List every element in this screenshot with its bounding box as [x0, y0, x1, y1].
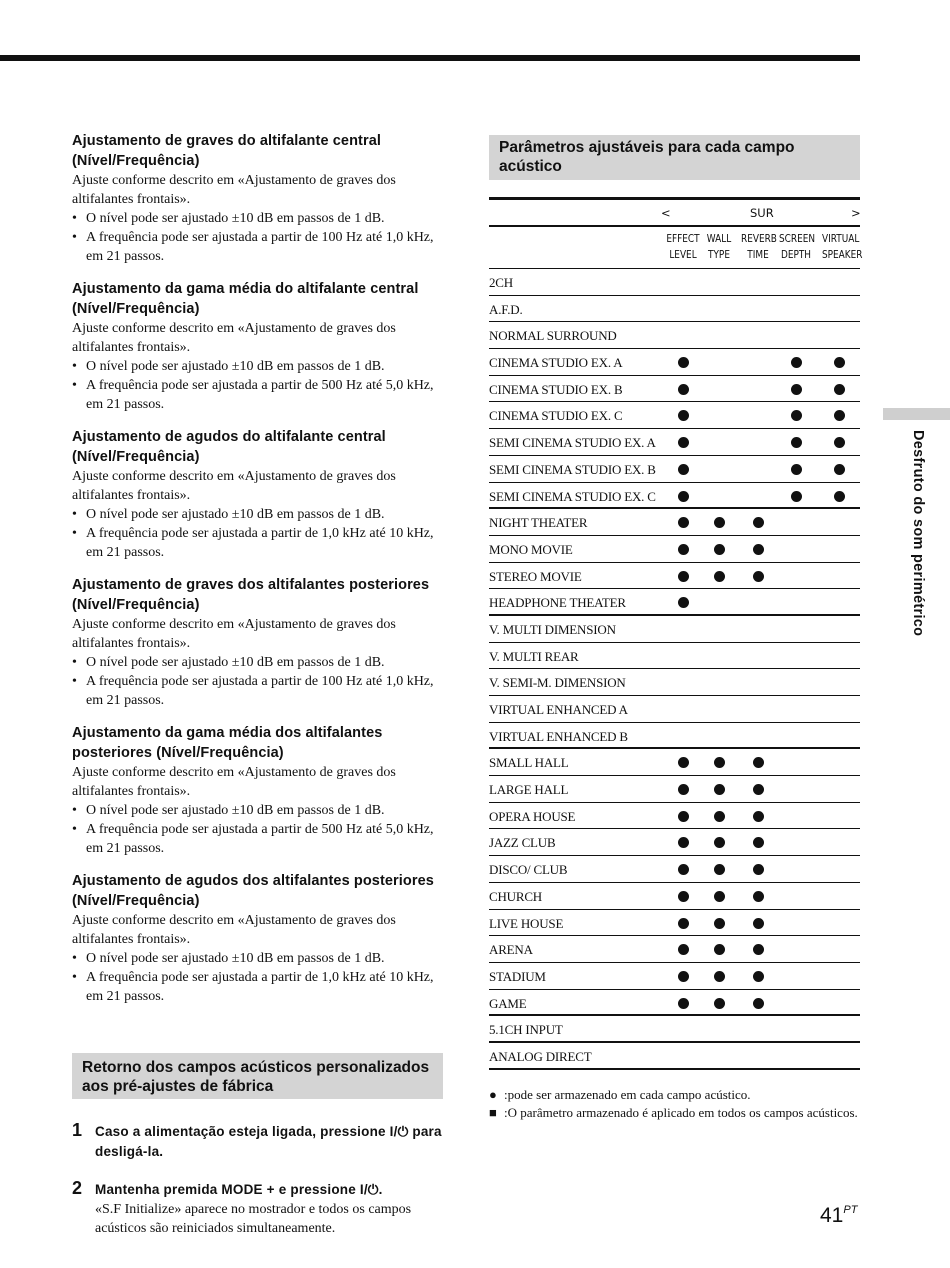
column-header-line1: SCREEN [779, 233, 816, 245]
sound-field-name: STADIUM [489, 968, 546, 984]
sound-field-name: JAZZ CLUB [489, 835, 556, 851]
step-2 [72, 1180, 444, 1238]
bullet-item: • A frequência pode ser ajustada a partir de 100 Hz até 1,0 kHz, em 21 passos. [72, 228, 444, 266]
table-header-rule [489, 225, 860, 227]
table-row [489, 563, 860, 590]
adjustable-dot [714, 837, 725, 848]
table-row [489, 803, 860, 830]
sound-field-name: ANALOG DIRECT [489, 1048, 592, 1064]
adjustable-dot [753, 918, 764, 929]
column-header [666, 231, 700, 263]
adjustable-dot [791, 491, 802, 502]
sur-header [489, 204, 860, 222]
adjustable-dot [834, 437, 845, 448]
section-title: Ajustamento da gama média dos altifalantes posteriores (Nível/Frequência) [72, 725, 383, 761]
adjustable-dot [678, 891, 689, 902]
sound-field-name: VIRTUAL ENHANCED B [489, 728, 628, 744]
column-header-line1: WALL [706, 233, 732, 245]
adjustable-dot [714, 998, 725, 1009]
sound-field-name: 5.1CH INPUT [489, 1022, 563, 1038]
sur-right-bracket: > [851, 206, 861, 220]
table-row [489, 429, 860, 456]
column-header [822, 231, 863, 263]
adjustable-dot [753, 891, 764, 902]
table-row [489, 376, 860, 403]
adjustment-section [72, 132, 444, 266]
adjustable-dot [678, 544, 689, 555]
sound-field-name: CINEMA STUDIO EX. B [489, 381, 623, 397]
adjustable-dot [834, 357, 845, 368]
adjustable-dot [678, 597, 689, 608]
step-number: 1 [72, 1120, 83, 1140]
adjustable-dot [791, 410, 802, 421]
column-header-line1: EFFECT [666, 233, 700, 245]
table-row [489, 883, 860, 910]
sound-field-name: STEREO MOVIE [489, 568, 582, 584]
legend-item-square [489, 1104, 860, 1122]
sound-field-name: SEMI CINEMA STUDIO EX. B [489, 461, 656, 477]
table-row [489, 990, 860, 1017]
square-icon: ■ [489, 1105, 497, 1120]
adjustable-dot [678, 437, 689, 448]
sound-field-name: SEMI CINEMA STUDIO EX. A [489, 435, 656, 451]
adjustable-dot [678, 971, 689, 982]
table-row [489, 856, 860, 883]
sound-field-name: DISCO/ CLUB [489, 862, 568, 878]
dot-icon: ● [489, 1087, 497, 1102]
bullet-item: • O nível pode ser ajustado ±10 dB em passos de 1 dB. [72, 653, 444, 672]
adjustable-dot [791, 437, 802, 448]
table-row [489, 509, 860, 536]
adjustable-dot [753, 837, 764, 848]
section-body: Ajuste conforme descrito em «Ajustamento de graves dos altifalantes frontais». [72, 321, 396, 355]
table-row [489, 936, 860, 963]
side-section-label: Desfruto do som perimétrico [910, 430, 926, 637]
adjustable-dot [678, 571, 689, 582]
adjustable-dot [678, 918, 689, 929]
column-header-line2: TYPE [708, 249, 730, 261]
table-row [489, 643, 860, 670]
adjustable-dot [678, 410, 689, 421]
sound-field-name: OPERA HOUSE [489, 808, 576, 824]
adjustable-dot [678, 384, 689, 395]
bullet-item: • O nível pode ser ajustado ±10 dB em passos de 1 dB. [72, 357, 444, 376]
table-row [489, 696, 860, 723]
adjustable-dot [753, 944, 764, 955]
page-number [820, 1204, 857, 1228]
top-rule [0, 55, 860, 61]
adjustable-dot [753, 811, 764, 822]
adjustable-dot [753, 517, 764, 528]
table-row [489, 269, 860, 296]
table-row [489, 402, 860, 429]
bullet-item: • O nível pode ser ajustado ±10 dB em passos de 1 dB. [72, 505, 444, 524]
left-column [72, 132, 444, 1020]
legend [489, 1086, 860, 1122]
adjustable-dot [678, 944, 689, 955]
column-header-line2: DEPTH [780, 249, 812, 261]
sound-field-name: A.F.D. [489, 301, 523, 317]
adjustable-dot [753, 864, 764, 875]
sound-field-name: 2CH [489, 275, 513, 290]
bullet-item: • O nível pode ser ajustado ±10 dB em passos de 1 dB. [72, 801, 444, 820]
step-note: «S.F Initialize» aparece no mostrador e todos os campos acústicos são reiniciados simultaneamente. [95, 1202, 412, 1236]
adjustable-dot [834, 410, 845, 421]
adjustable-dot [834, 464, 845, 475]
adjustable-dot [753, 971, 764, 982]
bullet-item: • O nível pode ser ajustado ±10 dB em passos de 1 dB. [72, 949, 444, 968]
table-row [489, 910, 860, 937]
table-row [489, 723, 860, 750]
adjustable-dot [753, 757, 764, 768]
bullet-item: • A frequência pode ser ajustada a partir de 1,0 kHz até 10 kHz, em 21 passos. [72, 968, 444, 1006]
params-heading: Parâmetros ajustáveis para cada campo acústico [499, 139, 795, 175]
table-row [489, 296, 860, 323]
table-row [489, 349, 860, 376]
sound-field-name: NIGHT THEATER [489, 515, 588, 531]
column-header [702, 231, 736, 263]
step-instruction: Caso a alimentação esteja ligada, pressione I/⏻ para desligá-la. [95, 1124, 442, 1159]
sound-field-name: LARGE HALL [489, 782, 569, 798]
adjustable-dot [678, 517, 689, 528]
sound-field-name: CHURCH [489, 888, 542, 904]
sound-field-name: V. MULTI REAR [489, 648, 579, 664]
adjustable-dot [714, 784, 725, 795]
sound-field-name: V. SEMI-M. DIMENSION [489, 675, 626, 691]
sound-field-name: VIRTUAL ENHANCED A [489, 702, 628, 717]
table-row [489, 669, 860, 696]
step-1 [72, 1122, 444, 1162]
section-title: Ajustamento de graves dos altifalantes posteriores (Nível/Frequência) [72, 577, 430, 613]
sound-field-name: LIVE HOUSE [489, 915, 564, 931]
section-title: Ajustamento de agudos dos altifalantes posteriores (Nível/Frequência) [72, 873, 434, 909]
section-body: Ajuste conforme descrito em «Ajustamento de graves dos altifalantes frontais». [72, 173, 396, 207]
page-number-value: 41 [820, 1204, 844, 1227]
section-title: Ajustamento de agudos do altifalante central (Nível/Frequência) [72, 429, 386, 465]
section-body: Ajuste conforme descrito em «Ajustamento de graves dos altifalantes frontais». [72, 617, 396, 651]
adjustable-dot [753, 571, 764, 582]
column-header-line2: LEVEL [669, 249, 697, 261]
adjustable-dot [678, 784, 689, 795]
table-top-rule [489, 197, 860, 200]
reset-heading-box [72, 1053, 443, 1099]
sur-label: SUR [750, 206, 774, 220]
side-tab-marker [883, 408, 950, 420]
adjustable-dot [678, 864, 689, 875]
adjustable-dot [714, 971, 725, 982]
sound-field-name: HEADPHONE THEATER [489, 595, 626, 611]
sound-field-name: SMALL HALL [489, 755, 569, 771]
params-heading-box [489, 135, 860, 180]
legend-text: :pode ser armazenado em cada campo acústico. [504, 1087, 751, 1102]
section-body: Ajuste conforme descrito em «Ajustamento de graves dos altifalantes frontais». [72, 765, 396, 799]
adjustable-dot [714, 891, 725, 902]
adjustable-dot [678, 491, 689, 502]
adjustable-dot [834, 384, 845, 395]
adjustment-section [72, 280, 444, 414]
sound-field-name: ARENA [489, 942, 533, 958]
adjustable-dot [678, 357, 689, 368]
column-header-line1: REVERB [741, 233, 777, 245]
adjustable-dot [753, 784, 764, 795]
adjustable-dot [714, 517, 725, 528]
table-row [489, 963, 860, 990]
adjustment-section [72, 872, 444, 1006]
column-header-line2: TIME [747, 249, 769, 261]
table-row [489, 616, 860, 643]
step-instruction: Mantenha premida MODE + e pressione I/⏻. [95, 1182, 383, 1197]
section-title: Ajustamento de graves do altifalante central (Nível/Frequência) [72, 133, 381, 169]
column-header-line2: SPEAKER [822, 249, 863, 261]
bullet-item: • O nível pode ser ajustado ±10 dB em passos de 1 dB. [72, 209, 444, 228]
bullet-item: • A frequência pode ser ajustada a partir de 500 Hz até 5,0 kHz, em 21 passos. [72, 376, 444, 414]
column-header [779, 231, 816, 263]
column-header-line1: VIRTUAL [822, 233, 860, 245]
bullet-item: • A frequência pode ser ajustada a partir de 100 Hz até 1,0 kHz, em 21 passos. [72, 672, 444, 710]
adjustable-dot [753, 544, 764, 555]
sound-field-name: SEMI CINEMA STUDIO EX. C [489, 488, 656, 504]
table-row [489, 589, 860, 616]
bullet-item: • A frequência pode ser ajustada a partir de 1,0 kHz até 10 kHz, em 21 passos. [72, 524, 444, 562]
table-row [489, 536, 860, 563]
adjustable-dot [791, 357, 802, 368]
adjustable-dot [678, 811, 689, 822]
adjustable-dot [714, 864, 725, 875]
section-body: Ajuste conforme descrito em «Ajustamento de graves dos altifalantes frontais». [72, 469, 396, 503]
adjustable-dot [678, 998, 689, 1009]
adjustment-section [72, 576, 444, 710]
adjustable-dot [678, 464, 689, 475]
table-row [489, 322, 860, 349]
adjustable-dot [714, 757, 725, 768]
table-row [489, 829, 860, 856]
adjustable-dot [834, 491, 845, 502]
adjustable-dot [714, 944, 725, 955]
adjustable-dot [714, 918, 725, 929]
adjustable-dot [791, 384, 802, 395]
section-body: Ajuste conforme descrito em «Ajustamento de graves dos altifalantes frontais». [72, 913, 396, 947]
sur-left-bracket: < [661, 206, 671, 220]
adjustable-dot [714, 571, 725, 582]
adjustment-section [72, 724, 444, 858]
adjustable-dot [714, 811, 725, 822]
sound-field-name: NORMAL SURROUND [489, 328, 617, 344]
table-row [489, 1043, 860, 1070]
legend-text: :O parâmetro armazenado é aplicado em todos os campos acústicos. [504, 1105, 858, 1120]
adjustable-dot [678, 837, 689, 848]
column-header [741, 231, 775, 263]
adjustable-dot [753, 998, 764, 1009]
table-row [489, 456, 860, 483]
sound-field-name: CINEMA STUDIO EX. A [489, 355, 623, 371]
bullet-item: • A frequência pode ser ajustada a partir de 500 Hz até 5,0 kHz, em 21 passos. [72, 820, 444, 858]
adjustment-section [72, 428, 444, 562]
table-row [489, 776, 860, 803]
params-table [489, 269, 860, 1070]
sound-field-name: V. MULTI DIMENSION [489, 621, 616, 637]
section-title: Ajustamento da gama média do altifalante central (Nível/Frequência) [72, 281, 419, 317]
table-row [489, 1016, 860, 1043]
table-row [489, 749, 860, 776]
table-row [489, 483, 860, 510]
sound-field-name: MONO MOVIE [489, 541, 573, 557]
reset-heading: Retorno dos campos acústicos personalizados aos pré-ajustes de fábrica [82, 1059, 430, 1095]
step-number: 2 [72, 1178, 83, 1198]
adjustable-dot [791, 464, 802, 475]
adjustable-dot [678, 757, 689, 768]
adjustable-dot [714, 544, 725, 555]
sound-field-name: GAME [489, 995, 527, 1011]
page-number-suffix: PT [843, 1204, 858, 1216]
sound-field-name: CINEMA STUDIO EX. C [489, 408, 623, 424]
legend-item-dot [489, 1086, 860, 1104]
